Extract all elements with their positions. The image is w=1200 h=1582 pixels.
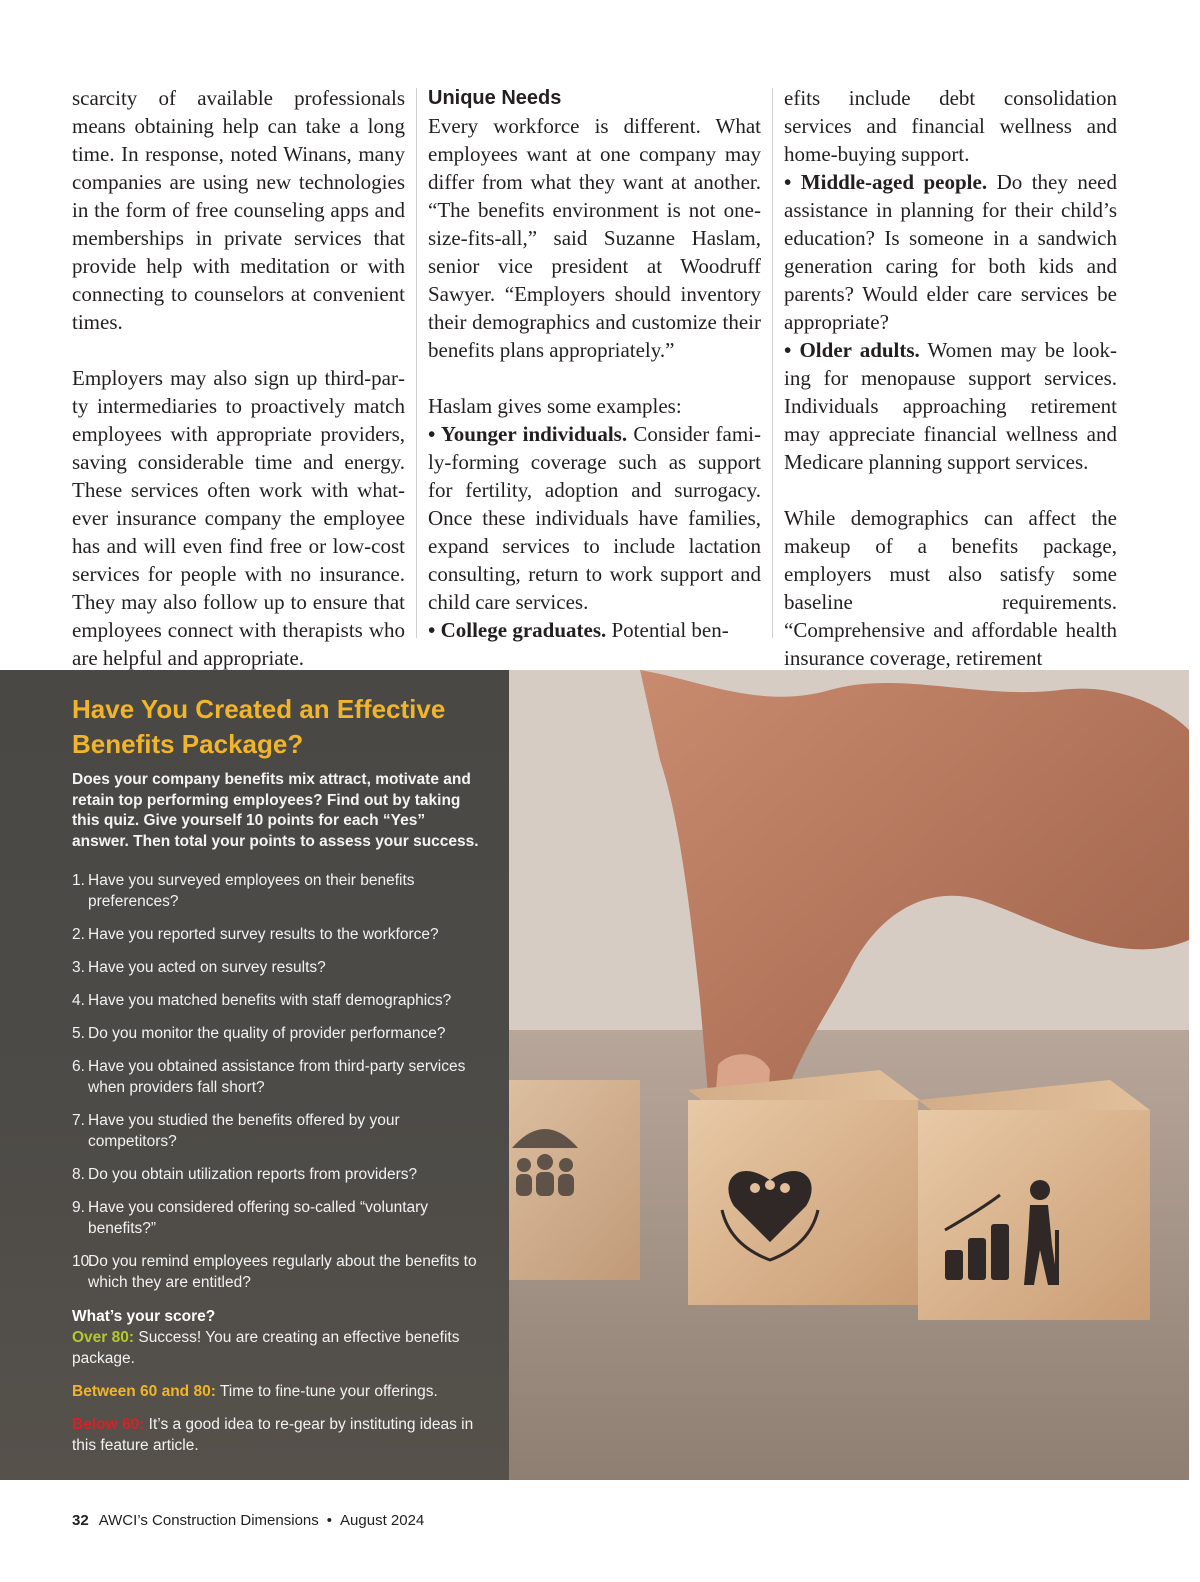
question-number: 1. [72,872,85,889]
quiz-list [72,870,482,1305]
paragraph: scarcity of available professionals means obtaining help can take a long time. In response, noted Winans, many companies are using new technologies in the form of free counseling apps and memberships in private services that provide help with meditation or with connecting to counselors at convenient times. [72,86,405,334]
score-label: Over 80: [72,1329,135,1346]
score-text: Success! You are creating an effective benefits package. [72,1329,460,1367]
score-label: Below 60: [72,1416,145,1433]
question-text: Have you acted on survey results? [88,959,326,976]
column-divider [416,88,417,638]
paragraph: Employers may also sign up third-party intermediaries to proactively match employees with appropriate providers, saving considerable time and energy. These services often work with whatever insurance company the employee has and will even find free or low-cost services for people with no insurance. They may also follow up to ensure that employees connect with therapists who are helpful and appropriate. [72,366,405,670]
page-footer [72,1512,424,1529]
paragraph: Every workforce is different. What employees want at one company may differ from what they want at another. “The benefits environment is not one-size-fits-all,” said Suzanne Haslam, senior vice president at Woodruff Sawyer. “Employers should inventory their demographics and customize their benefits plans appropriately.” [428,114,761,362]
paragraph: Haslam gives some examples: [428,394,682,418]
bullet-lead: • Older adults. [784,338,920,362]
bullet-item [784,168,1117,336]
footer-separator: • [326,1512,333,1529]
question-number: 10. [72,1253,94,1270]
bullet-lead: • Younger individuals. [428,422,628,446]
quiz-question [72,1164,482,1185]
question-text: Do you monitor the quality of provider performance? [88,1025,446,1042]
article-column-1 [72,84,405,670]
paragraph: While demographics can affect the makeup of a benefits package, employers must also satisfy some baseline requirements. “Comprehensive and affordable health insurance coverage, retirement [784,506,1117,670]
question-number: 7. [72,1112,85,1129]
quiz-question [72,1056,482,1098]
quiz-question [72,924,482,945]
quiz-question [72,990,482,1011]
score-section [72,1306,482,1456]
column-divider [772,88,773,638]
score-below-60 [72,1414,482,1456]
question-number: 4. [72,992,85,1009]
question-text: Do you obtain utilization reports from providers? [88,1166,418,1183]
bullet-item [428,420,761,616]
section-heading: Unique Needs [428,87,562,109]
question-number: 8. [72,1166,85,1183]
quiz-question [72,1197,482,1239]
bullet-lead: • College graduates. [428,618,607,642]
question-text: Have you surveyed employees on their benefits preferences? [88,872,415,910]
quiz-question [72,1023,482,1044]
question-text: Have you reported survey results to the workforce? [88,926,439,943]
question-number: 2. [72,926,85,943]
question-text: Have you obtained assistance from third-party services when providers fall short? [88,1058,466,1096]
paragraph: efits include debt consolidation services and financial wellness and home-buying support. [784,86,1117,166]
bullet-item [428,616,761,644]
sidebar-intro: Does your company benefits mix attract, motivate and retain top performing employees? Find out by taking this quiz. Give yourself 10 points for each “Yes” answer. Then total your points to assess your success. [72,771,479,850]
bullet-lead: • Middle-aged people. [784,170,988,194]
score-text: It’s a good idea to re-gear by instituting ideas in this feature article. [72,1416,474,1454]
quiz-question [72,870,482,912]
bullet-text: Do they need assistance in planning for their child’s education? Is someone in a sandwich generation caring for both kids and parents? Would elder care services be appropriate? [784,170,1117,334]
question-text: Have you considered offering so-called “voluntary benefits?” [88,1199,429,1237]
publication-name: AWCI’s Construction Dimensions [98,1512,319,1529]
question-number: 5. [72,1025,85,1042]
quiz-question [72,957,482,978]
feature-sidebar-block [0,670,1189,1480]
question-number: 3. [72,959,85,976]
score-text: Time to fine-tune your offerings. [215,1383,438,1400]
bullet-text: Potential ben- [606,618,729,642]
question-text: Have you matched benefits with staff demographics? [88,992,452,1009]
quiz-question [72,1251,482,1293]
score-label: Between 60 and 80: [72,1383,216,1400]
bullet-item [784,336,1117,476]
question-number: 9. [72,1199,85,1216]
question-text: Do you remind employees regularly about the benefits to which they are entitled? [88,1253,477,1291]
umbrella-family-icon [512,1129,578,1196]
question-number: 6. [72,1058,85,1075]
quiz-panel [0,670,509,1480]
sidebar-title: Have You Created an Effective Benefits Package? [72,694,446,759]
question-text: Have you studied the benefits offered by your competitors? [88,1112,400,1150]
score-60-80 [72,1381,482,1402]
bullet-text: Women may be looking for menopause support services. Individuals approaching retirement may appreciate financial wellness and Medicare planning support services. [784,338,1117,474]
page-number: 32 [72,1512,89,1529]
score-over-80 [72,1327,482,1369]
article-column-2 [428,84,761,644]
bullet-text: Consider family-forming coverage such as support for fertility, adoption and surrogacy. Once these individuals have families, expand services to include lactation consulting, return to work support and child care services. [428,422,762,614]
score-question: What’s your score? [72,1308,216,1325]
quiz-question [72,1110,482,1152]
article-column-3 [784,84,1117,670]
issue-date: August 2024 [340,1512,425,1529]
